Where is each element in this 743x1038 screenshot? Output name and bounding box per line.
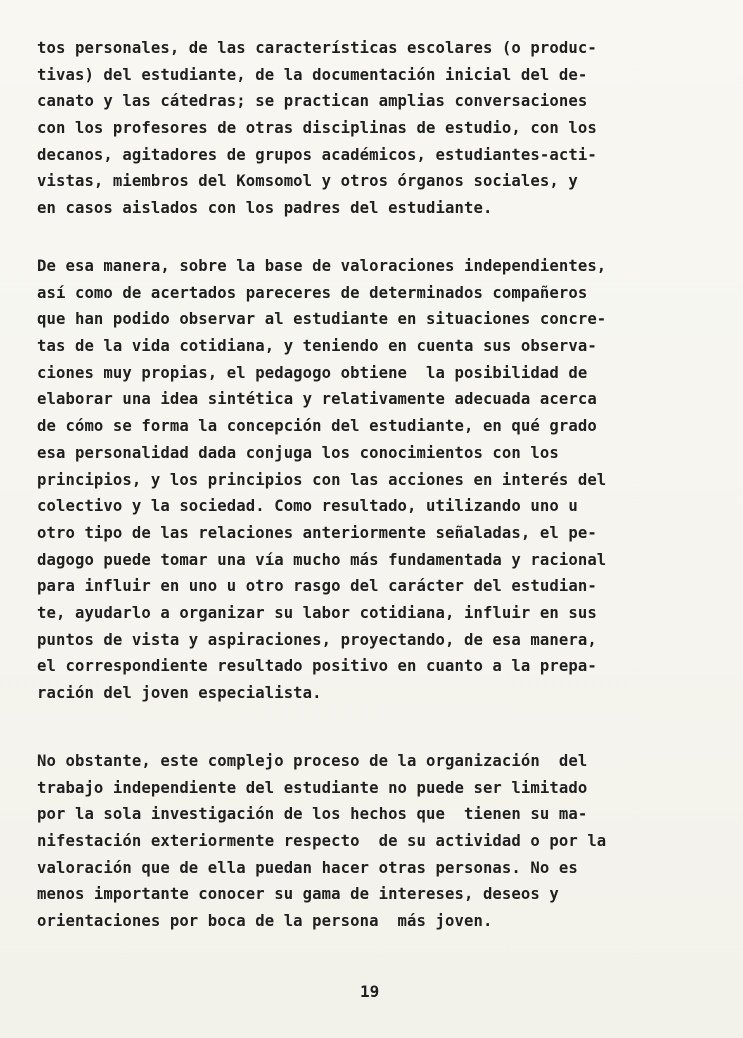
text-line: ciones muy propias, el pedagogo obtiene la posibilidad de [37,363,588,382]
paragraph-3 [37,748,709,935]
text-line: que han podido observar al estudiante en situaciones concre- [37,310,607,329]
text-line: No obstante, este complejo proceso de la organización del [37,752,588,770]
text-line: vistas, miembros del Komsomol y otros órganos sociales, y [37,172,578,191]
text-line: el correspondiente resultado positivo en cuanto a la prepa- [37,657,597,676]
text-line: colectivo y la sociedad. Como resultado, utilizando uno u [37,497,578,516]
text-line: de cómo se forma la concepción del estudiante, en qué grado [37,417,597,436]
text-line: dagogo puede tomar una vía mucho más fundamentada y racional [37,550,607,569]
text-line: con los profesores de otras disciplinas de estudio, con los [37,119,597,138]
text-line: ración del joven especialista. [37,684,322,702]
text-line: para influir en uno u otro rasgo del carácter del estudian- [37,577,597,596]
text-line: tas de la vida cotidiana, y teniendo en cuenta sus observa- [37,337,597,356]
text-line: principios, y los principios con las acciones en interés del [37,470,607,489]
text-line: así como de acertados pareceres de determinados compañeros [37,283,588,302]
text-line: menos importante conocer su gama de intereses, deseos y [37,885,559,904]
text-line: De esa manera, sobre la base de valoraciones independientes, [37,257,607,275]
text-line: nifestación exteriormente respecto de su actividad o por la [37,832,607,851]
paragraph-1 [37,35,709,222]
text-line: otro tipo de las relaciones anteriormente señaladas, el pe- [37,523,597,542]
text-line: valoración que de ella puedan hacer otras personas. No es [37,858,578,877]
text-line: trabajo independiente del estudiante no puede ser limitado [37,778,588,797]
text-line: tos personales, de las características escolares (o produc- [37,39,597,57]
text-line: elaborar una idea sintética y relativamente adecuada acerca [37,390,597,409]
text-line: orientaciones por boca de la persona más joven. [37,912,493,931]
text-line: te, ayudarlo a organizar su labor cotidiana, influir en sus [37,603,597,622]
text-line: canato y las cátedras; se practican amplias conversaciones [37,92,588,111]
page-number: 19 [360,982,380,1001]
text-line: tivas) del estudiante, de la documentación inicial del de- [37,65,588,84]
text-line: en casos aislados con los padres del estudiante. [37,199,493,218]
text-line: puntos de vista y aspiraciones, proyectando, de esa manera, [37,630,597,649]
text-line: por la sola investigación de los hechos que tienen su ma- [37,805,588,824]
text-line: decanos, agitadores de grupos académicos, estudiantes-acti- [37,145,597,164]
text-line: esa personalidad dada conjuga los conocimientos con los [37,443,559,462]
paragraph-2 [37,253,709,707]
